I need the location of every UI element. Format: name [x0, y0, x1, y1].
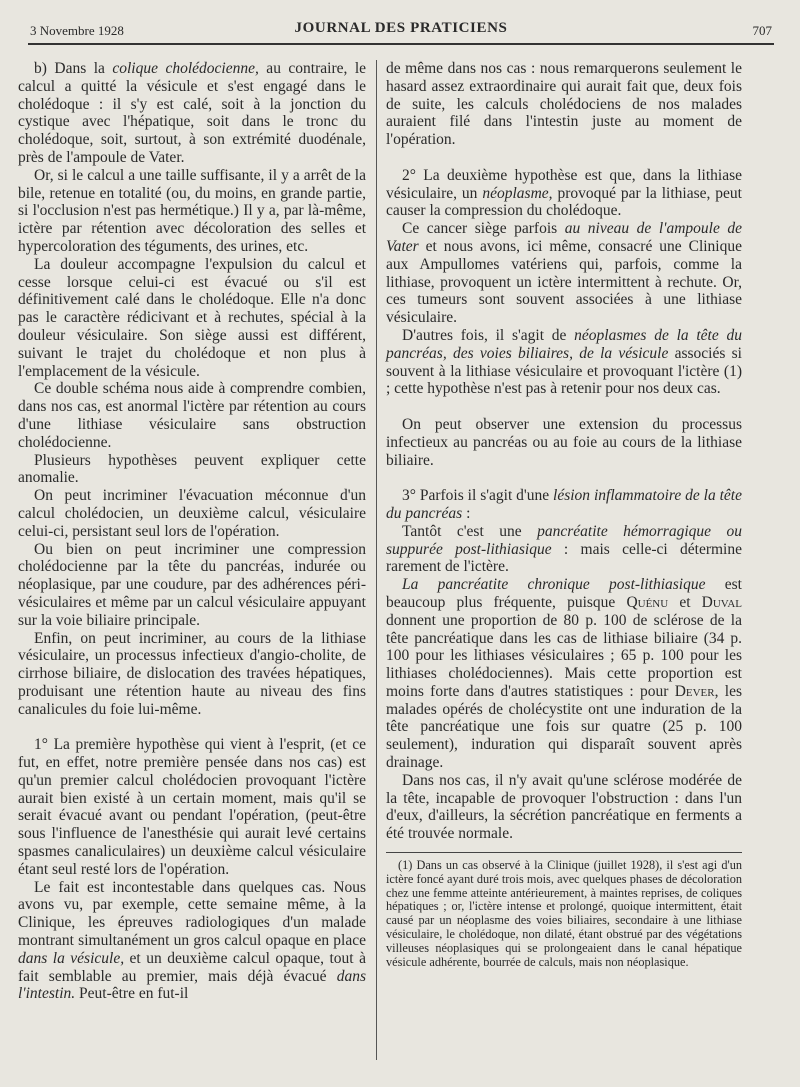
- paragraph: Or, si le calcul a une taille suffisante, il y a arrêt de la bile, retenue en totalité (ou, du moins, en grande partie, si l'occlusion n'est pas hermétique.) Il y a, par là-même, ictère par rétention avec décoloration des selles et hypercoloration des téguments, des urines, etc.: [18, 166, 366, 255]
- paragraph: Ou bien on peut incriminer une compression cholédocienne par la tête du pancréas, indurée ou néoplasique, par une coudure, par des adhérences péri-vésiculaires et même par un calcul vésiculaire appuyant sur la voie biliaire principale.: [18, 540, 366, 629]
- left-column: [18, 60, 366, 1003]
- header-journal-title: JOURNAL DES PRATICIENS: [294, 20, 508, 36]
- paragraph: La douleur accompagne l'expulsion du calcul et cesse lorsque celui-ci est évacué ou s'il est définitivement calé dans le cholédoque. Elle n'a donc pas le caractère rédicivant et à rechutes, spécial à la douleur vésiculaire. Son siège aussi est différent, suivant le trajet du cholédoque et non plus à l'emplacement de la vésicule.: [18, 255, 366, 380]
- footnote-text: (1) Dans un cas observé à la Clinique (juillet 1928), il s'est agi d'un ictère foncé ayant duré trois mois, avec quelques phases de décoloration chez une femme atteinte antérieurement, à maintes reprises, de coliques hépatiques ; or, l'ictère intense et prolongé, quoique intermittent, était causé par un néoplasme des voies biliaires, secondaire à une lithiase vésiculaire, le cholédoque, non dilaté, étant obstrué par des végétations villeuses néoplasiques qui se prolongeaient dans le canal hépatique vésicule adhérente, bourrée de calculs, mais non néoplasique.: [386, 858, 742, 969]
- paragraph: 3° Parfois il s'agit d'une lésion inflammatoire de la tête du pancréas :: [386, 487, 742, 522]
- header-rule: [28, 43, 774, 45]
- paragraph: Tantôt c'est une pancréatite hémorragique ou suppurée post-lithiasique : mais celle-ci détermine rarement de l'ictère.: [386, 522, 742, 576]
- paragraph: On peut incriminer l'évacuation méconnue d'un calcul cholédocien, un deuxième calcul, vésiculaire celui-ci, persistant seul lors de l'opération.: [18, 487, 366, 540]
- paragraph: La pancréatite chronique post-lithiasique est beaucoup plus fréquente, puisque Quénu et Duval donnent une proportion de 80 p. 100 de sclérose de la tête pancréatique dans les cas de lithiase biliaire (34 p. 100 pour les lithiases vésiculaires ; 65 p. 100 pour les lithiases cholédociennes). Mais cette proportion est moins forte dans d'autres statistiques : pour Dever, les malades opérés de cholécystite ont une induration de la tête pancréatique une fois sur quatre (25 p. 100 seulement), induration qui disparaît souvent après drainage.: [386, 576, 742, 772]
- right-column: [386, 60, 742, 969]
- page-header: [30, 20, 772, 42]
- footnote-rule: [386, 852, 742, 853]
- header-page-number: 707: [752, 23, 772, 38]
- paragraph: b) Dans la colique cholédocienne, au contraire, le calcul a quitté la vésicule et s'est engagé dans le cholédoque : il s'y est calé, soit à la jonction du cystique avec l'hépatique, soit dans le tronc du cholédoque, soit, surtout, à son extrémité duodénale, près de l'ampoule de Vater.: [18, 60, 367, 166]
- paragraph: Le fait est incontestable dans quelques cas. Nous avons vu, par exemple, cette semaine même, à la Clinique, les épreuves radiologiques d'un malade montrant simultanément un gros calcul opaque en place dans la vésicule, et un deuxième calcul opaque, tout à fait semblable au premier, mais déjà évacué dans l'intestin. Peut-être en fut-il: [18, 878, 366, 1003]
- column-divider: [376, 60, 377, 1060]
- paragraph: 2° La deuxième hypothèse est que, dans la lithiase vésiculaire, un néoplasme, provoqué par la lithiase, peut causer la compression du cholédoque.: [386, 166, 742, 220]
- paragraph: Enfin, on peut incriminer, au cours de la lithiase vésiculaire, un processus infectieux d'angio-cholite, de cirrhose biliaire, de dislocation des travées hépatiques, produisant une rétention haute au niveau des fins canalicules du foie lui-même.: [18, 629, 366, 718]
- paragraph: de même dans nos cas : nous remarquerons seulement le hasard assez extraordinaire qui aurait fait que, deux fois de suite, les calculs cholédociens de nos malades auraient filé dans l'intestin juste au moment de l'opération.: [386, 60, 742, 149]
- paragraph: D'autres fois, il s'agit de néoplasmes de la tête du pancréas, des voies biliaires, de la vésicule associés si souvent à la lithiase vésiculaire et provoquant l'ictère (1) ; cette hypothèse n'est pas à retenir pour nos deux cas.: [386, 326, 742, 398]
- paragraph: On peut observer une extension du processus infectieux au pancréas ou au foie au cours de la lithiase biliaire.: [386, 415, 742, 469]
- paragraph: Ce cancer siège parfois au niveau de l'ampoule de Vater et nous avons, ici même, consacré une Clinique aux Ampullomes vatériens qui, parfois, comme la lithiase, provoquent un ictère intermittent à rechute. Or, ces tumeurs sont souvent associées à une lithiase vésiculaire.: [386, 220, 742, 327]
- paragraph: 1° La première hypothèse qui vient à l'esprit, (et ce fut, en effet, notre première pensée dans nos cas) est qu'un premier calcul cholédocien provoquant l'ictère aurait bien existé à un certain moment, mais qu'il se serait évacué avant ou pendant l'opération, (peut-être sous l'influence de l'anesthésie qui aurait levé certains spasmes canaliculaires) un deuxième calcul vésiculaire étant seul resté lors de l'opération.: [18, 736, 366, 878]
- header-date: 3 Novembre 1928: [30, 23, 124, 38]
- paragraph: Plusieurs hypothèses peuvent expliquer cette anomalie.: [18, 451, 366, 487]
- paragraph: Dans nos cas, il n'y avait qu'une sclérose modérée de la tête, incapable de provoquer l'obstruction : dans l'un d'eux, d'ailleurs, la sécrétion pancréatique en ferments a été trouvée normale.: [386, 771, 742, 843]
- paragraph: Ce double schéma nous aide à comprendre combien, dans nos cas, est anormal l'ictère par rétention au cours d'une lithiase vésiculaire sans obstruction cholédocienne.: [18, 380, 366, 451]
- footnote: [386, 859, 742, 969]
